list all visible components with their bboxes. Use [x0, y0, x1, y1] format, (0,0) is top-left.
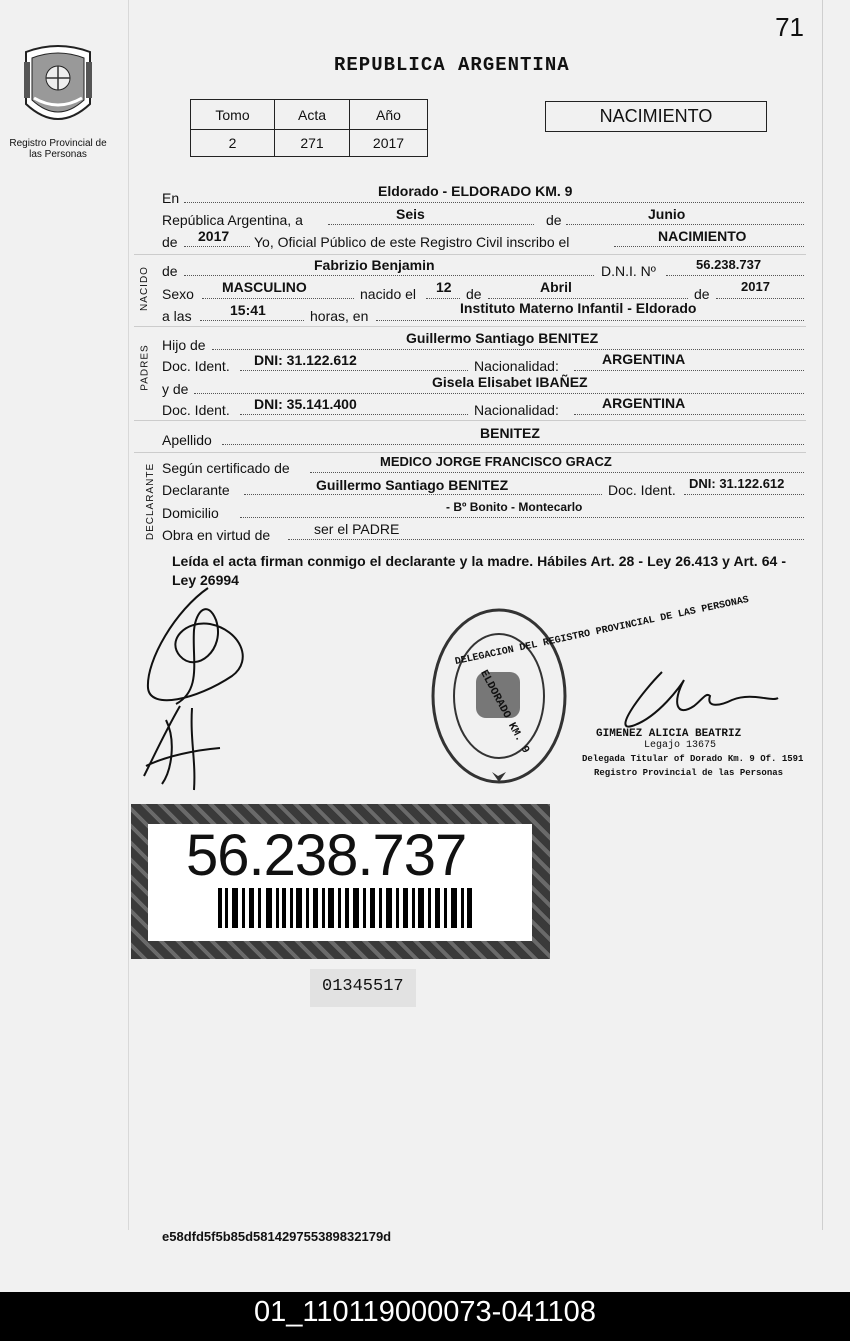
label-declarante: Declarante: [162, 482, 230, 498]
page-edge: [822, 0, 823, 1230]
label-sexo: Sexo: [162, 286, 194, 302]
value-year: 2017: [198, 228, 230, 244]
value-month: Junio: [648, 206, 686, 222]
label-nacido-el: nacido el: [360, 286, 417, 302]
label-obra: Obra en virtud de: [162, 527, 271, 543]
value-day: Seis: [396, 206, 425, 222]
dotted-line: [184, 246, 250, 247]
label-segun: Según certificado de: [162, 460, 290, 476]
value-name: Fabrizio Benjamin: [314, 257, 435, 273]
label-de-year: de: [162, 234, 178, 250]
serial-number: 01345517: [322, 977, 404, 996]
table-cell: 271: [275, 130, 350, 157]
registry-label: Registro Provincial de las Personas: [9, 138, 107, 160]
dotted-line: [716, 298, 804, 299]
dotted-line: [310, 472, 804, 473]
registry-table: [190, 99, 428, 157]
label-doc-ident: Doc. Ident.: [162, 358, 230, 374]
province-seal-icon: [20, 42, 96, 134]
barcode-bars: [218, 888, 472, 928]
dotted-line: [240, 414, 468, 415]
dotted-line: [222, 444, 804, 445]
dotted-line: [184, 202, 804, 203]
side-label-nacido: NACIDO: [138, 266, 150, 311]
dotted-line: [240, 370, 468, 371]
document-hash: e58dfd5f5b85d581429755389832179d: [162, 1229, 392, 1244]
side-label-declarante: DECLARANTE: [145, 462, 157, 541]
side-label-padres: PADRES: [139, 344, 151, 391]
value-mother-doc: DNI: 35.141.400: [254, 396, 357, 412]
label-nacionalidad: Nacionalidad:: [474, 402, 559, 418]
document-title: REPUBLICA ARGENTINA: [334, 54, 570, 76]
label-en: En: [162, 190, 180, 206]
label-de2: de: [466, 286, 482, 302]
act-type-box: NACIMIENTO: [545, 101, 767, 132]
page-number: 71: [775, 12, 804, 42]
value-birth-month: Abril: [540, 279, 572, 295]
dotted-line: [376, 320, 804, 321]
label-a-las: a las: [162, 308, 192, 324]
label-y-de: y de: [162, 381, 189, 397]
value-surname: BENITEZ: [480, 425, 540, 441]
value-time: 15:41: [230, 302, 266, 318]
label-doc-ident: Doc. Ident.: [608, 482, 676, 498]
value-father-doc: DNI: 31.122.612: [254, 352, 357, 368]
dotted-line: [574, 414, 804, 415]
table-cell: 2017: [350, 130, 428, 157]
dotted-line: [184, 275, 594, 276]
label-horas-en: horas, en: [310, 308, 369, 324]
section-separator: [134, 420, 806, 421]
label-de: de: [546, 212, 562, 228]
value-mother: Gisela Elisabet IBAÑEZ: [432, 374, 588, 390]
value-sex: MASCULINO: [222, 279, 307, 295]
dotted-line: [328, 224, 534, 225]
value-declarant: Guillermo Santiago BENITEZ: [316, 477, 509, 493]
dotted-line: [666, 275, 804, 276]
value-declarant-doc: DNI: 31.122.612: [689, 476, 785, 491]
dotted-line: [566, 224, 804, 225]
footer-id: 01_110119000073-041108: [0, 1292, 850, 1341]
closing-text: Leída el acta firman conmigo el declarante y la madre. Hábiles Art. 28 - Ley 26.413 y Art. 64 - Ley 26994: [172, 553, 786, 588]
label-nacionalidad: Nacionalidad:: [474, 358, 559, 374]
label-domicilio: Domicilio: [162, 505, 219, 521]
official-role: Delegada Titular of Dorado Km. 9 Of. 1591: [582, 754, 804, 764]
value-certificate: MEDICO JORGE FRANCISCO GRACZ: [380, 454, 612, 469]
table-header: Acta: [275, 100, 350, 130]
dotted-line: [244, 494, 602, 495]
section-separator: [134, 452, 806, 453]
dotted-line: [202, 298, 354, 299]
dotted-line: [288, 539, 804, 540]
value-reason: ser el PADRE: [314, 521, 400, 537]
table-cell: 2: [191, 130, 275, 157]
dotted-line: [488, 298, 688, 299]
value-dni: 56.238.737: [696, 257, 762, 272]
value-birth-day: 12: [436, 279, 452, 295]
label-doc-ident: Doc. Ident.: [162, 402, 230, 418]
table-header: Año: [350, 100, 428, 130]
table-header: Tomo: [191, 100, 275, 130]
dotted-line: [614, 246, 804, 247]
section-separator: [134, 326, 806, 327]
dotted-line: [426, 298, 460, 299]
value-address: - Bº Bonito - Montecarlo: [446, 500, 583, 514]
value-mother-nat: ARGENTINA: [602, 395, 686, 411]
stamp-ring-text: DELEGACION DEL REGISTRO PROVINCIAL DE LAS PERSONAS: [454, 594, 750, 669]
dotted-line: [240, 517, 804, 518]
official-legajo: Legajo 13675: [644, 740, 717, 751]
official-name: GIMENEZ ALICIA BEATRIZ: [596, 728, 742, 740]
label-dni: D.N.I. Nº: [601, 263, 656, 279]
value-birth-place: Instituto Materno Infantil - Eldorado: [460, 300, 697, 316]
value-act: NACIMIENTO: [658, 228, 747, 244]
label-de-name: de: [162, 263, 178, 279]
dotted-line: [212, 349, 804, 350]
declarant-signature: [136, 580, 256, 800]
label-yo: Yo, Oficial Público de este Registro Civil inscribo el: [254, 234, 570, 250]
value-birth-year: 2017: [741, 279, 770, 294]
dotted-line: [194, 393, 804, 394]
label-republica: República Argentina, a: [162, 212, 303, 228]
dotted-line: [200, 320, 304, 321]
section-separator: [134, 254, 806, 255]
label-apellido: Apellido: [162, 432, 212, 448]
label-de3: de: [694, 286, 710, 302]
official-org: Registro Provincial de las Personas: [594, 768, 784, 778]
label-hijo-de: Hijo de: [162, 337, 206, 353]
barcode-number: 56.238.737: [186, 823, 467, 888]
dotted-line: [574, 370, 804, 371]
page-edge: [128, 0, 129, 1230]
dotted-line: [684, 494, 804, 495]
value-place: Eldorado - ELDORADO KM. 9: [378, 183, 573, 199]
stamp-inner-text: ELDORADO KM. 9: [477, 668, 532, 756]
value-father-nat: ARGENTINA: [602, 351, 686, 367]
value-father: Guillermo Santiago BENITEZ: [406, 330, 599, 346]
